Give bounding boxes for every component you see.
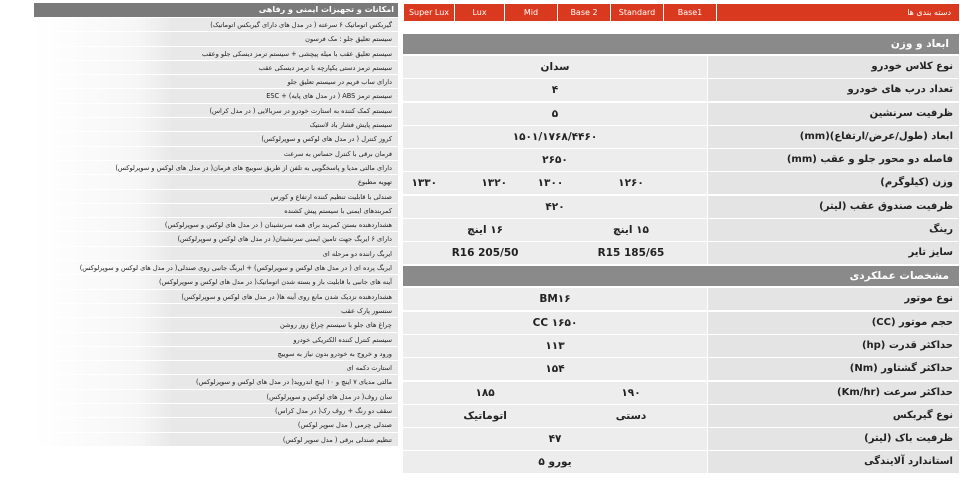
spec-values: [403, 358, 707, 380]
feature-row: آینه های جانبی با قابلیت باز و بسته شدن اتوماتیک( در مدل های لوکس و سوپرلوکس): [34, 275, 398, 289]
spec-value: سدان: [540, 61, 570, 73]
spec-row: [403, 56, 959, 78]
trim-header-cells: [403, 4, 716, 21]
spec-values: [403, 428, 707, 450]
spec-value: ۱۳۳۰: [411, 177, 438, 190]
spec-row: [403, 382, 959, 404]
spec-label: ظرفیت باک (لیتر): [708, 428, 959, 450]
feature-row: مالتی مدیای ۷ اینچ و ۱۰ اینچ اندروید( در مدل های لوکس و سوپرلوکس): [34, 375, 398, 389]
feature-row: دارای ۶ ایربگ جهت تامین ایمنی سرنشینان( در مدل های لوکس و سوپرلوکس): [34, 232, 398, 246]
trim-header-mid: Mid: [505, 4, 557, 21]
feature-row: گیربکس اتوماتیک ۶ سرعته ( در مدل های دارای گیربکس اتوماتیک): [34, 18, 398, 32]
spec-value: ۴۲۰: [545, 200, 565, 213]
spec-row: [403, 149, 959, 171]
spec-label: نوع گیربکس: [708, 405, 959, 427]
feature-row: سنسور پارک عقب: [34, 304, 398, 318]
spec-value: ۱۱۳: [545, 339, 565, 352]
spec-value: ۵: [551, 107, 559, 120]
features-table: [34, 3, 398, 447]
spec-values: [403, 149, 707, 171]
feature-row: سیستم ترمز دستی یکپارچه با ترمز دیسکی عقب: [34, 61, 398, 75]
specs-table: [403, 4, 959, 475]
feature-row: هشداردهنده نزدیک شدن مانع روی آینه ها( در مدل های لوکس و سوپرلوکس): [34, 290, 398, 304]
feature-row: سیستم تعلیق جلو : مک فرسون: [34, 32, 398, 46]
spec-value: ۱۵ اینچ: [613, 224, 649, 237]
spec-values: [403, 382, 707, 404]
spec-values: [403, 451, 707, 473]
categories-label: دسته بندی ها: [717, 4, 959, 21]
spec-value: ۱۲۶۰: [618, 177, 644, 190]
spec-value: 185/65 R15: [597, 247, 665, 260]
spec-values: [403, 103, 707, 125]
spec-values: [403, 196, 707, 218]
spec-row: [403, 196, 959, 218]
spec-row: [403, 428, 959, 450]
spec-value: ۴: [551, 84, 559, 97]
spec-value: ۱۵۴: [545, 363, 565, 376]
spec-value: ۱۳۲۰: [481, 177, 508, 190]
spec-row: [403, 312, 959, 334]
spec-label: تعداد درب های خودرو: [708, 79, 959, 101]
spec-label: نوع موتور: [708, 288, 959, 310]
spec-values: [403, 242, 707, 264]
spec-value: ۴۷: [548, 433, 562, 446]
spec-value: دستی: [615, 409, 647, 422]
trim-header-lux: Lux: [455, 4, 504, 21]
spec-row: [403, 358, 959, 380]
feature-row: سیستم ترمز ABS ( در مدل های پایه) + ESC: [34, 89, 398, 103]
spec-value: ۱۳۰۰: [537, 177, 564, 190]
spec-value: ۱۸۵: [475, 386, 495, 399]
spec-row: [403, 172, 959, 194]
feature-row: کروز کنترل ( در مدل های لوکس و سوپرلوکس): [34, 132, 398, 146]
feature-row: استارت دکمه ای: [34, 361, 398, 375]
spec-value: ۱۵۰۱/۱۷۶۸/۴۴۶۰: [512, 130, 598, 143]
spec-label: فاصله دو محور جلو و عقب (mm): [708, 149, 959, 171]
feature-row: هشداردهنده بستن کمربند برای همه سرنشینان ( در مدل های لوکس و سوپرلوکس): [34, 218, 398, 232]
spec-values: [403, 172, 707, 194]
spec-label: ظرفیت صندوق عقب (لیتر): [708, 196, 959, 218]
feature-row: سیستم کنترل کننده الکتریکی خودرو: [34, 333, 398, 347]
spec-value: ۱۶۵۰ CC: [532, 316, 578, 329]
spec-value: اتوماتیک: [463, 409, 507, 422]
trim-header-base1: Base1: [664, 4, 716, 21]
spec-row: [403, 103, 959, 125]
spec-value: 205/50 R16: [451, 247, 519, 260]
spec-row: [403, 288, 959, 310]
feature-row: صندلی با قابلیت تنظیم کننده ارتفاع و کورس: [34, 190, 398, 204]
spec-row: [403, 126, 959, 148]
spec-row: [403, 405, 959, 427]
spec-row: [403, 242, 959, 264]
spec-label: وزن (کیلوگرم): [708, 172, 959, 194]
spec-values: [403, 288, 707, 310]
spec-value: ۱۹۰: [621, 386, 641, 399]
spec-label: استاندارد آلایندگی: [708, 451, 959, 473]
spec-label: حداکثر قدرت (hp): [708, 335, 959, 357]
spec-values: [403, 405, 707, 427]
feature-row: سقف دو رنگ + روف رک( در مدل کراس): [34, 404, 398, 418]
feature-row: سان روف( در مدل های لوکس و سوپرلوکس): [34, 390, 398, 404]
spec-values: [403, 56, 707, 78]
spec-label: رینگ: [708, 219, 959, 241]
spec-label: سایز تایر: [708, 242, 959, 264]
specs-header: [403, 4, 959, 21]
feature-row: سیستم پایش فشار باد لاستیک: [34, 118, 398, 132]
feature-row: کمربندهای ایمنی با سیستم پیش کشنده: [34, 204, 398, 218]
spec-value: یورو ۵: [538, 456, 572, 469]
specs-body: [403, 34, 959, 473]
trim-header-base-2: Base 2: [558, 4, 610, 21]
trim-header-standard: Standard: [611, 4, 663, 21]
spec-label: نوع کلاس خودرو: [708, 56, 959, 78]
spec-label: ظرفیت سرنشین: [708, 103, 959, 125]
features-title: امکانات و تجهیزات ایمنی و رفاهی: [34, 3, 398, 17]
spec-values: [403, 126, 707, 148]
spec-value: BM۱۶: [539, 293, 571, 306]
spec-row: [403, 335, 959, 357]
spec-values: [403, 335, 707, 357]
spec-values: [403, 79, 707, 101]
spec-label: ابعاد (طول/عرض/ارتفاع)(mm): [708, 126, 959, 148]
section-title: مشخصات عملکردی: [403, 266, 959, 286]
feature-row: صندلی چرمی ( مدل سوپر لوکس): [34, 418, 398, 432]
spec-row: [403, 451, 959, 473]
feature-row: فرمان برقی با کنترل حساس به سرعت: [34, 147, 398, 161]
feature-row: ایربگ راننده دو مرحله ای: [34, 247, 398, 261]
spec-value: ۱۶ اینچ: [467, 224, 504, 237]
section-title: ابعاد و وزن: [403, 34, 959, 54]
feature-row: ایربگ پرده ای ( در مدل های لوکس و سوپرلوکس) + ایربگ جانبی روی صندلی( در مدل های لوکس و سوپرلوکس): [34, 261, 398, 275]
feature-row: سیستم کمک کننده به استارت خودرو در سربالایی ( در مدل کراس): [34, 104, 398, 118]
spec-row: [403, 219, 959, 241]
spec-label: حداکثر گشتاور (Nm): [708, 358, 959, 380]
spec-value: ۲۶۵۰: [542, 154, 568, 167]
features-list: [34, 18, 398, 447]
feature-row: چراغ های جلو با سیستم چراغ روز روشن: [34, 318, 398, 332]
spec-values: [403, 312, 707, 334]
feature-row: تنظیم صندلی برقی ( مدل سوپر لوکس): [34, 433, 398, 447]
feature-row: ورود و خروج به خودرو بدون نیاز به سوییچ: [34, 347, 398, 361]
feature-row: سیستم تعلیق عقب با میله پیچشی + سیستم ترمز دیسکی جلو وعقب: [34, 47, 398, 61]
trim-header-super-lux: Super Lux: [404, 4, 454, 21]
feature-row: دارای ساب فریم در سیستم تعلیق جلو: [34, 75, 398, 89]
spec-label: حداکثر سرعت (Km/hr): [708, 382, 959, 404]
spec-label: حجم موتور (CC): [708, 312, 959, 334]
spec-row: [403, 79, 959, 101]
feature-row: دارای مالتی مدیا و پاسخگویی به تلفن از طریق سوییچ های فرمان( در مدل های لوکس و سوپرلوکس): [34, 161, 398, 175]
spec-values: [403, 219, 707, 241]
feature-row: تهویه مطبوع: [34, 175, 398, 189]
